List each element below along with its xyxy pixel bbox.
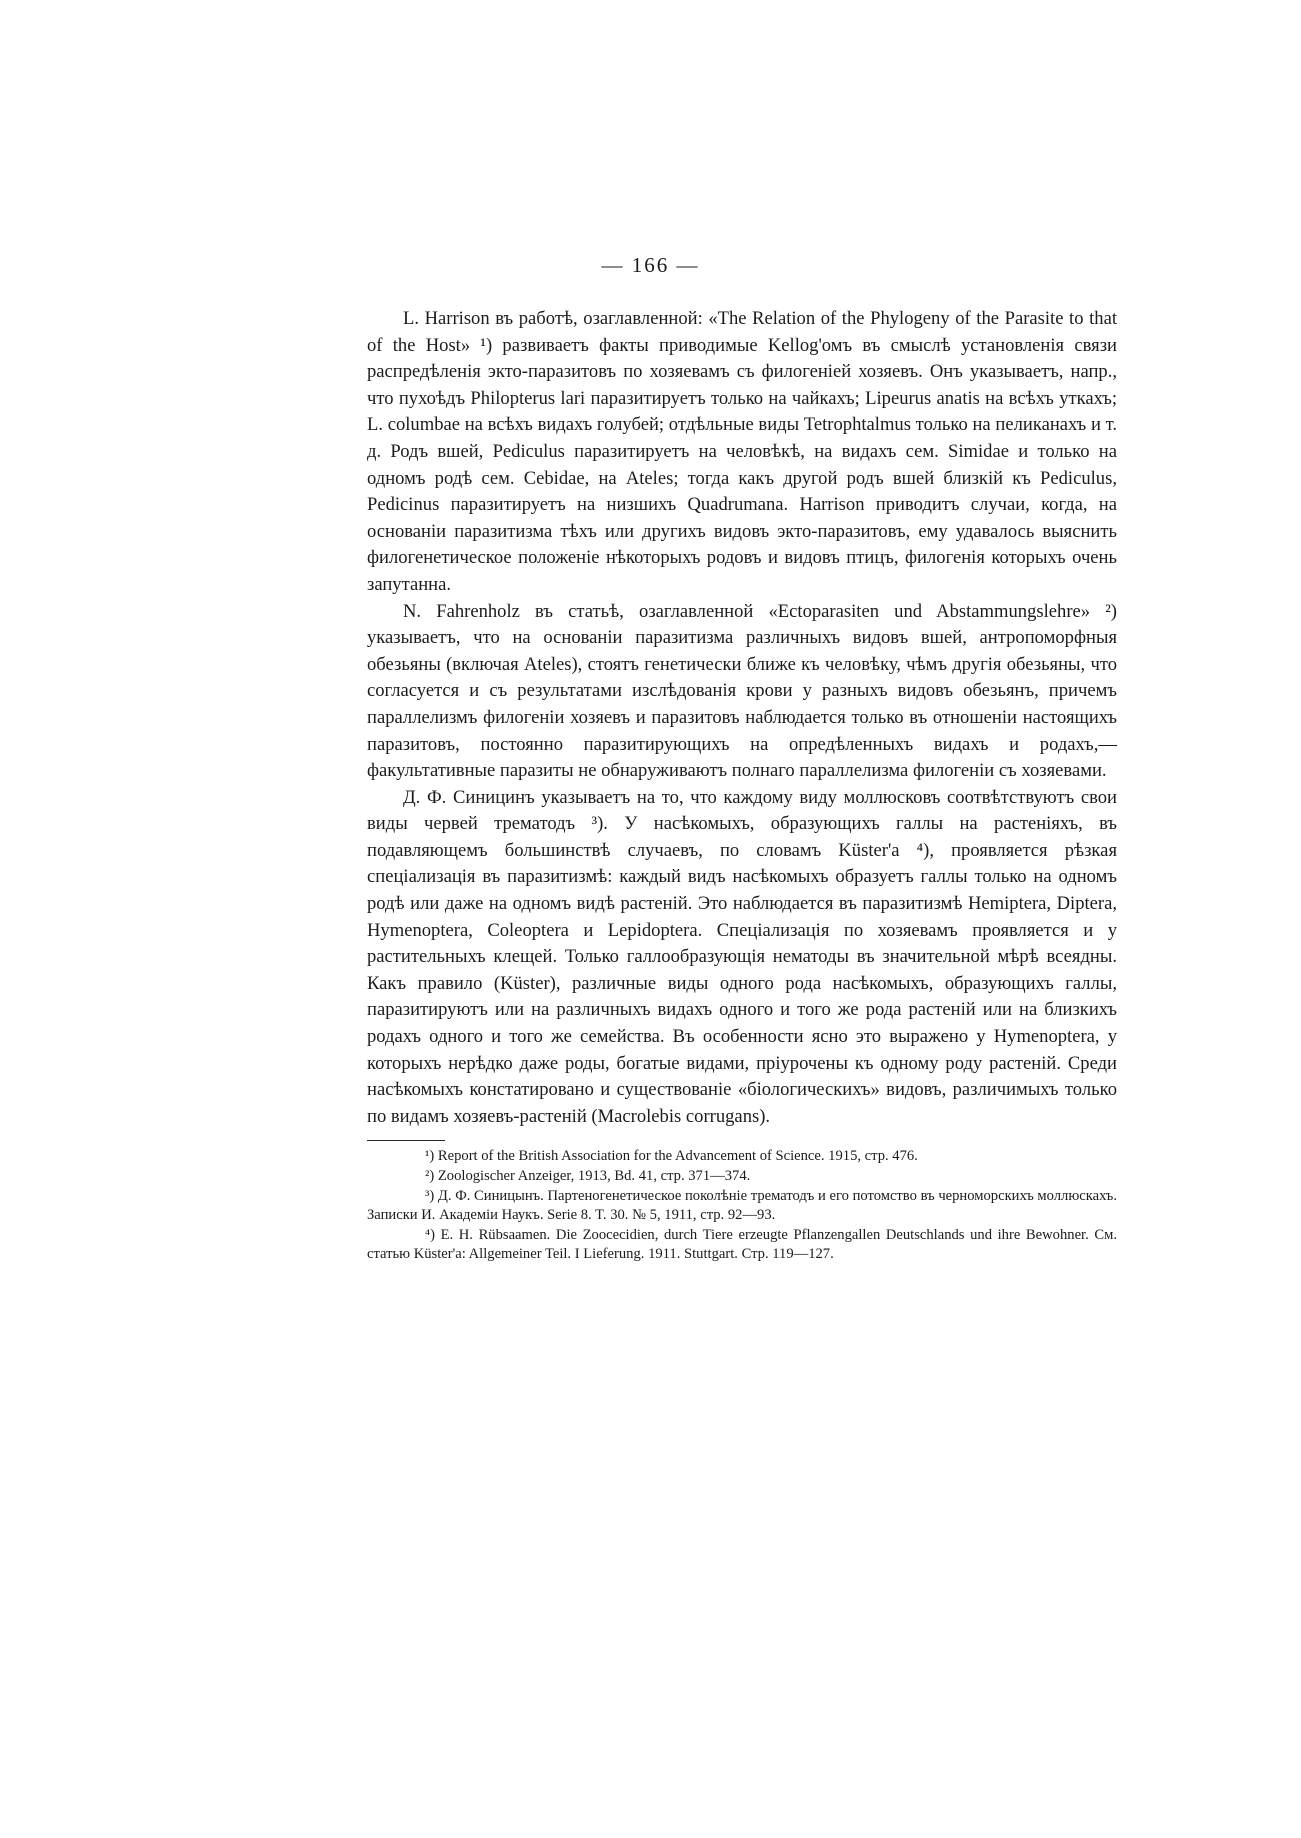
main-text (367, 306, 1117, 1265)
footnote-1: ¹) Report of the British Association for the Advancement of Science. 1915, стр. 476. (425, 1148, 918, 1165)
paragraph-sinitsin: Д. Ф. Синицинъ указываетъ на то, что каждому виду моллюсковъ соотвѣтствуютъ свои виды червей трематодъ ³). У насѣкомыхъ, образующихъ галлы на растеніяхъ, въ подавляющемъ большинствѣ случаевъ, по словамъ Küster'a ⁴), проявляется рѣзкая спеціализація въ паразитизмѣ: каждый видъ насѣкомыхъ образуетъ галлы только на одномъ родѣ или даже на одномъ видѣ растеній. Это наблюдается въ паразитизмѣ Hemiptera, Diptera, Hymenoptera, Coleoptera и Lepidoptera. Спеціализація по хозяевамъ проявляется и у растительныхъ клещей. Только галлообразующія нематоды въ значительной мѣрѣ всеядны. Какъ правило (Küster), различные виды одного рода насѣкомыхъ, образующихъ галлы, паразитируютъ или на различныхъ видахъ одного и того же рода растеній или на близкихъ родахъ одного и того же семейства. Въ особенности ясно это выражено у Hymenoptera, у которыхъ нерѣдко даже роды, богатые видами, пріурочены къ одному роду растеній. Среди насѣкомыхъ констатировано и существованіе «біологическихъ» видовъ, различимыхъ только по видамъ хозяевъ-растеній (Macrolebis corrugans). (367, 786, 1117, 1127)
paragraph-fahrenholz: N. Fahrenholz въ статьѣ, озаглавленной «Ectoparasiten und Abstammungslehre» ²) указываетъ, что на основаніи паразитизма различныхъ видовъ вшей, антропоморфныя обезьяны (включая Ateles), стоятъ генетически ближе къ человѣку, чѣмъ другія обезьяны, что согласуется и съ результатами изслѣдованія крови у разныхъ видовъ обезьянъ, причемъ параллелизмъ филогеніи хозяевъ и паразитовъ наблюдается только въ отношеніи настоящихъ паразитовъ, постоянно паразитирующихъ на опредѣленныхъ видахъ и родахъ,—факультативные паразиты не обнаруживаютъ полнаго параллелизма филогеніи съ хозяевами. (367, 600, 1117, 782)
paragraph-harrison: L. Harrison въ работѣ, озаглавленной: «The Relation of the Phylogeny of the Parasite to that of the Host» ¹) развиваетъ факты приводимые Kellog'омъ въ смыслѣ установленія связи распредѣленія экто-паразитовъ по хозяевамъ съ филогеніей хозяевъ. Онъ указываетъ, напр., что пухоѣдъ Philopterus lari паразитируетъ только на чайкахъ; Lipeurus anatis на всѣхъ уткахъ; L. columbae на всѣхъ видахъ голубей; отдѣльные виды Tetrophtalmus только на пеликанахъ и т. д. Родъ вшей, Pediculus паразитируетъ на человѣкѣ, на видахъ сем. Simidae и только на одномъ родѣ сем. Cebidae, на Ateles; тогда какъ другой родъ вшей близкій къ Pediculus, Pedicinus паразитируетъ на низшихъ Quadrumana. Harrison приводитъ случаи, когда, на основаніи паразитизма тѣхъ или другихъ видовъ экто-паразитовъ, ему удавалось выяснить филогенетическое положеніе нѣкоторыхъ родовъ и видовъ птицъ, филогенія которыхъ очень запутанна. (367, 308, 1117, 595)
footnote-3: ³) Д. Ф. Синицынъ. Партеногенетическое поколѣніе трематодъ и его потомство въ черноморскихъ моллюскахъ. Записки И. Академіи Наукъ. Serie 8. T. 30. № 5, 1911, стр. 92—93. (367, 1187, 1117, 1224)
footnotes (367, 1147, 1117, 1265)
footnote-4: ⁴) E. H. Rübsaamen. Die Zoocecidien, durch Tiere erzeugte Pflanzengallen Deutschlands und ihre Bewohner. См. статью Küster'a: Allgemeiner Teil. I Lieferung. 1911. Stuttgart. Стр. 119—127. (367, 1226, 1117, 1263)
page-number: — 166 — (601, 253, 700, 277)
footnote-2: ²) Zoologischer Anzeiger, 1913, Bd. 41, стр. 371—374. (425, 1168, 751, 1184)
footnote-divider (367, 1140, 445, 1141)
